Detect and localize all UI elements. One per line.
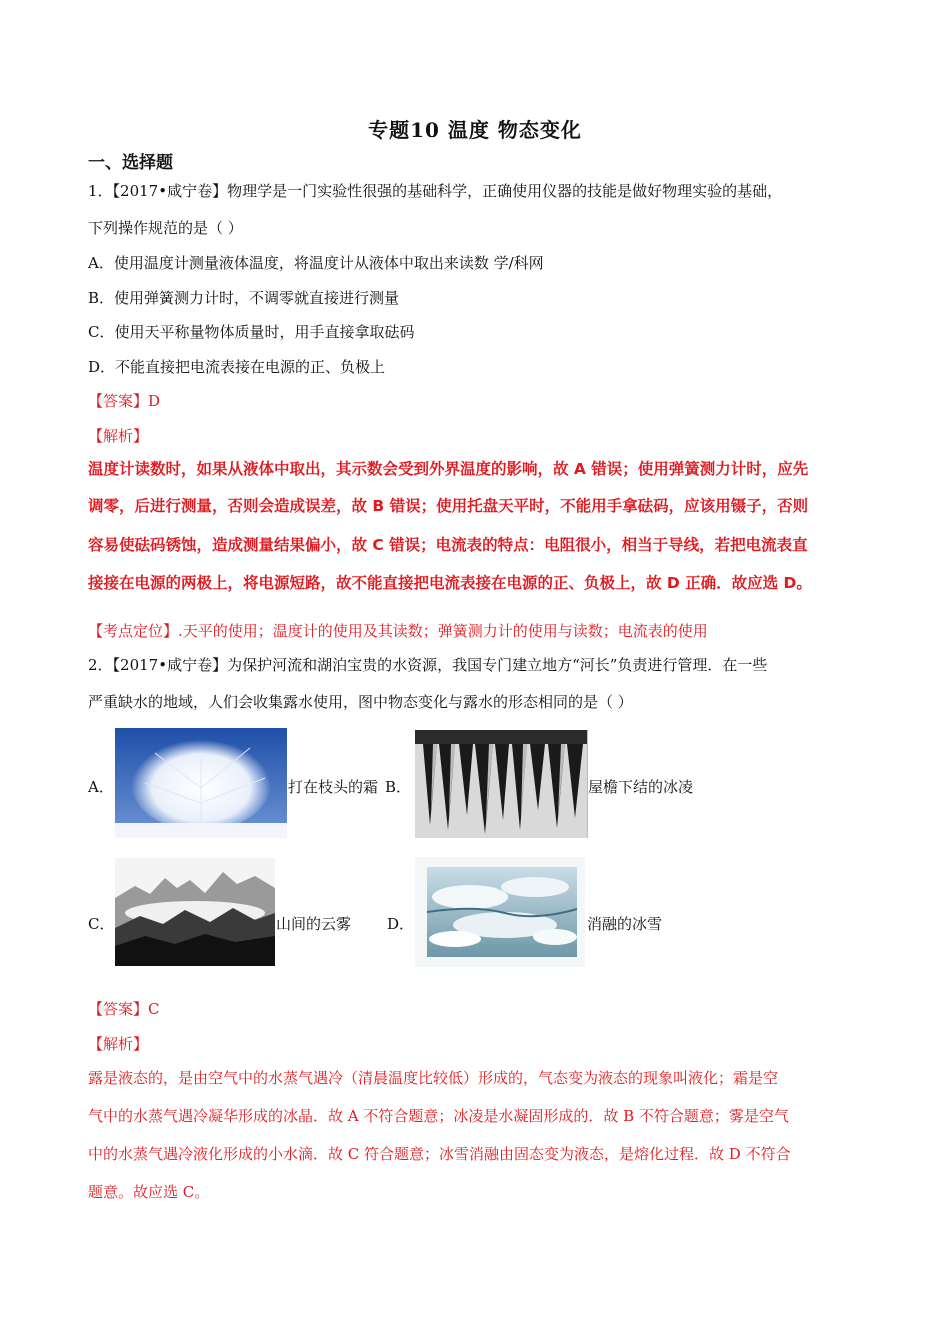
q1-analysis-line1: 温度计读数时，如果从液体中取出，其示数会受到外界温度的影响，故 A 错误；使用弹簧测力计时，应先 xyxy=(88,460,809,478)
q2-option-b-caption: 屋檐下结的冰凌 xyxy=(588,778,694,796)
q1-analysis-line3: 容易使砝码锈蚀，造成测量结果偏小，故 C 错误；电流表的特点：电阻很小，相当于导线，若把电流表直 xyxy=(88,536,808,554)
q2-option-c-caption: 山间的云雾 xyxy=(276,915,352,933)
page-title: 专题10 温度 物态变化 xyxy=(368,118,582,142)
q2-stem-line1: 2．【2017•咸宁卷】为保护河流和湖泊宝贵的水资源，我国专门建立地方“河长”负责进行管理．在一些 xyxy=(88,656,768,674)
q1-option-a: A．使用温度计测量液体温度，将温度计从液体中取出来读数 学/科网 xyxy=(88,254,544,272)
q2-analysis-line3: 中的水蒸气遇冷液化形成的小水滴．故 C 符合题意；冰雪消融由固态变为液态，是熔化过程．故 D 不符合 xyxy=(88,1145,791,1163)
section-heading: 一、选择题 xyxy=(88,153,173,173)
melting-snow-image xyxy=(415,857,585,967)
q1-option-d: D．不能直接把电流表接在电源的正、负极上 xyxy=(88,358,386,376)
q1-answer xyxy=(88,390,160,411)
icicle-image xyxy=(415,730,588,838)
q1-answer-value: D xyxy=(148,392,161,410)
q2-analysis-line1: 露是液态的，是由空气中的水蒸气遇冷（清晨温度比较低）形成的，气态变为液态的现象叫液化；霜是空 xyxy=(88,1069,779,1087)
q1-analysis-label: 【解析】 xyxy=(88,427,149,445)
q2-option-c-letter: C． xyxy=(88,915,115,933)
q2-option-a-letter: A． xyxy=(88,778,114,796)
q2-option-d-caption: 消融的冰雪 xyxy=(587,915,663,933)
q1-analysis-line2: 调零，后进行测量，否则会造成误差，故 B 错误；使用托盘天平时，不能用手拿砝码，应该用镊子，否则 xyxy=(88,497,809,515)
q1-kaodian xyxy=(88,620,708,641)
mountain-fog-image xyxy=(115,858,275,966)
q2-option-b-letter: B． xyxy=(385,778,412,796)
q1-answer-label: 【答案】 xyxy=(88,392,149,410)
frost-image xyxy=(115,728,287,838)
q1-stem-line2: 下列操作规范的是（ ） xyxy=(88,219,243,237)
q1-stem-line1: 1．【2017•咸宁卷】物理学是一门实验性很强的基础科学，正确使用仪器的技能是做好物理实验的基础， xyxy=(88,182,783,200)
q2-answer xyxy=(88,998,160,1019)
q2-answer-label: 【答案】 xyxy=(88,1000,149,1018)
q1-analysis-line4: 接接在电源的两极上，将电源短路，故不能直接把电流表接在电源的正、负极上，故 D 正确．故应选 D。 xyxy=(88,574,812,592)
q1-option-b: B．使用弹簧测力计时，不调零就直接进行测量 xyxy=(88,289,400,307)
q1-kaodian-label: 【考点定位】 xyxy=(88,622,179,640)
q2-answer-value: C xyxy=(148,1000,160,1018)
q2-stem-line2: 严重缺水的地域，人们会收集露水使用，图中物态变化与露水的形态相同的是（ ） xyxy=(88,693,633,711)
q2-analysis-line2: 气中的水蒸气遇冷凝华形成的冰晶．故 A 不符合题意；冰凌是水凝固形成的．故 B 不符合题意；雾是空气 xyxy=(88,1107,789,1125)
q1-option-c: C．使用天平称量物体质量时，用手直接拿取砝码 xyxy=(88,323,415,341)
q1-kaodian-text: .天平的使用；温度计的使用及其读数；弹簧测力计的使用与读数；电流表的使用 xyxy=(178,622,708,640)
q2-analysis-line4: 题意。故应选 C。 xyxy=(88,1183,210,1201)
q2-option-d-letter: D． xyxy=(387,915,415,933)
q2-analysis-label: 【解析】 xyxy=(88,1035,149,1053)
q2-option-a-caption: 打在枝头的霜 xyxy=(288,778,379,796)
